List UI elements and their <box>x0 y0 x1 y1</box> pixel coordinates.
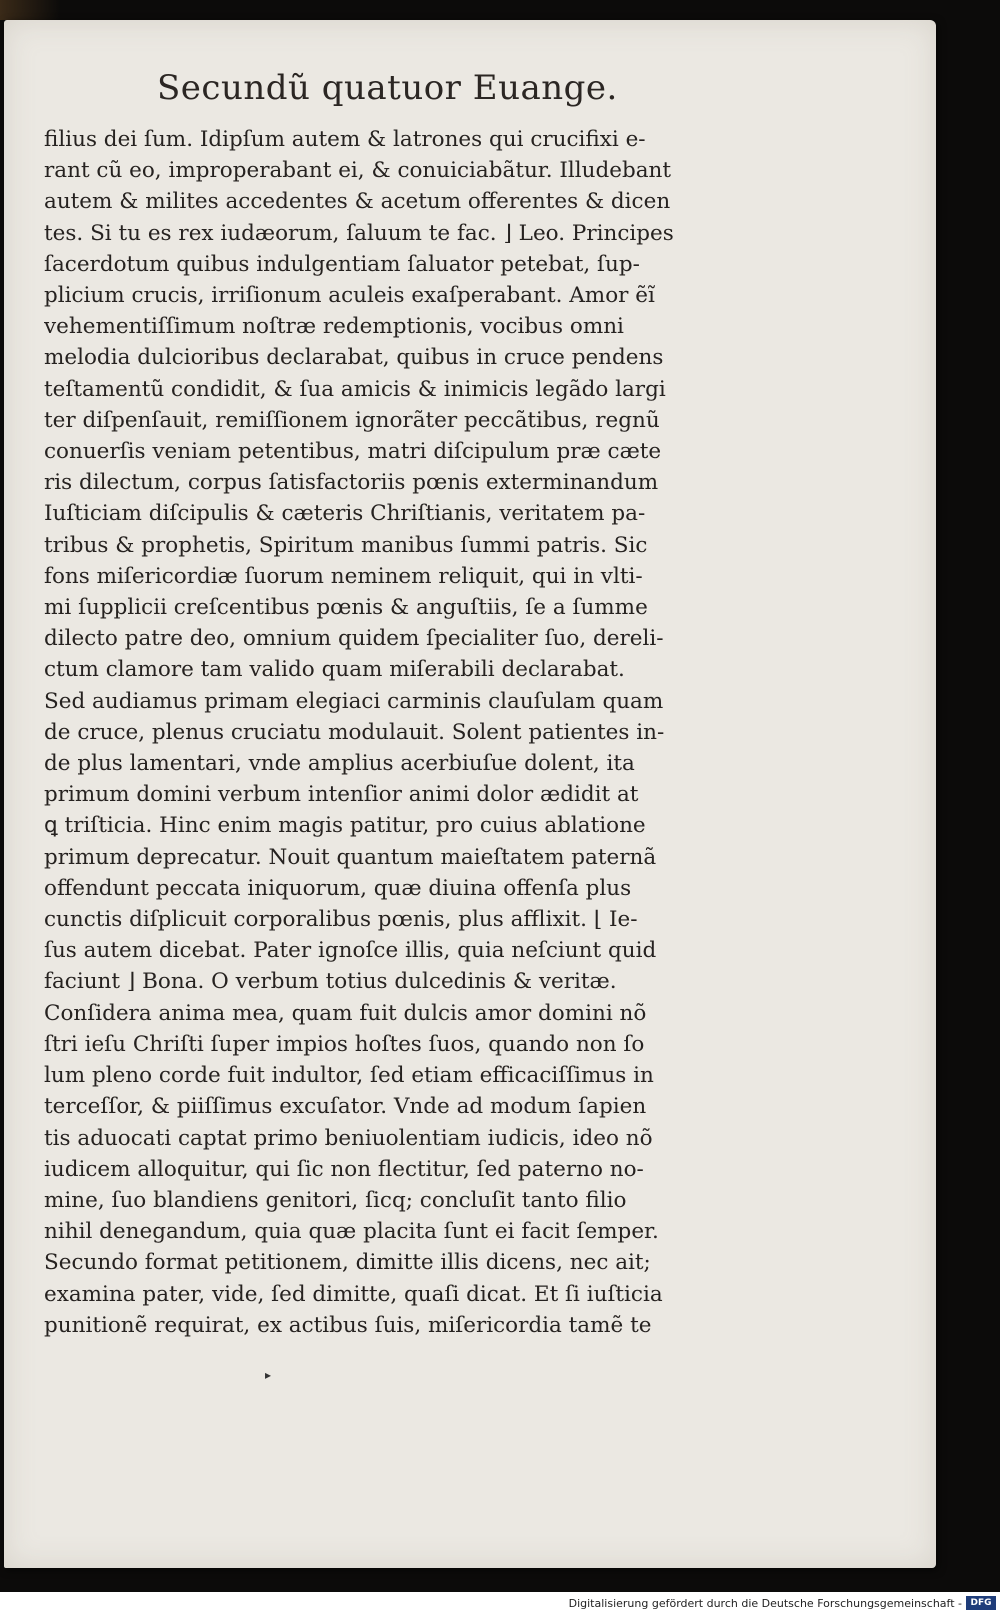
text-line: tis aduocati captat primo beniuolentiam iudicis, ideo nõ <box>44 1125 653 1151</box>
text-line: conuerſis veniam petentibus, matri diſcipulum præ cæte <box>44 439 662 465</box>
text-line: Secundo format petitionem, dimitte illis dicens, nec ait; <box>44 1250 651 1276</box>
text-line: ter diſpenſauit, remiſſionem ignorãter peccãtibus, regnũ <box>44 407 660 433</box>
text-line: ſus autem dicebat. Pater ignoſce illis, quia neſciunt quid <box>44 938 657 964</box>
text-line: de plus lamentari, vnde amplius acerbiuſue dolent, ita <box>44 751 635 777</box>
text-line: primum domini verbum intenſior animi dolor ædidit at <box>44 782 639 808</box>
text-line: vehementiſſimum noſtræ redemptionis, vocibus omni <box>44 314 624 340</box>
scan-top-edge <box>0 0 1000 20</box>
text-line: plicium crucis, irriſionum aculeis exaſperabant. Amor ẽĩ <box>44 283 655 309</box>
text-line: melodia dulcioribus declarabat, quibus in cruce pendens <box>44 345 664 371</box>
text-line: de cruce, plenus cruciatu modulauit. Solent patientes in- <box>44 719 665 745</box>
text-line: cunctis diſplicuit corporalibus pœnis, plus afflixit. ⌊ Ie- <box>44 907 638 933</box>
text-line: filius dei ſum. Idipſum autem & latrones qui crucifixi e- <box>44 127 646 152</box>
text-line: dilecto patre deo, omnium quidem ſpecialiter ſuo, dereli- <box>44 626 664 652</box>
text-line: Iuſticiam diſcipulis & cæteris Chriſtianis, veritatem pa- <box>44 501 646 527</box>
text-line: nihil denegandum, quia quæ placita ſunt ei facit ſemper. <box>44 1219 659 1245</box>
text-line: mi ſupplicii creſcentibus pœnis & anguſtiis, ſe a ſumme <box>44 595 648 621</box>
text-line: lum pleno corde fuit indultor, ſed etiam efficaciſſimus in <box>44 1063 654 1089</box>
text-line: examina pater, vide, ſed dimitte, quaſi dicat. Et ſi iuſticia <box>44 1281 663 1307</box>
text-line: Sed audiamus primam elegiaci carminis clauſulam quam <box>44 688 664 714</box>
text-line: ꝗ triſticia. Hinc enim magis patitur, pro cuius ablatione <box>44 813 646 839</box>
text-line: faciunt ⌋ Bona. O verbum totius dulcedinis & veritæ. <box>44 969 617 995</box>
running-header: Secundũ quatuor Euange. <box>157 68 618 108</box>
text-line: iudicem alloquitur, qui ſic non flectitur, ſed paterno no- <box>44 1156 644 1182</box>
text-line: fons miſericordiæ ſuorum neminem reliquit, qui in vlti- <box>44 563 643 589</box>
dfg-logo: DFG <box>966 1596 996 1610</box>
digitization-credit: Digitalisierung gefördert durch die Deutsche Forschungsgemeinschaft - <box>568 1597 962 1610</box>
page-body-text <box>44 124 764 1341</box>
text-line: teſtamentũ condidit, & ſua amicis & inimicis legãdo largi <box>44 376 666 402</box>
catchword-mark: ▸ <box>265 1368 272 1382</box>
text-line: terceſſor, & piiſſimus excuſator. Vnde ad modum ſapien <box>44 1094 647 1120</box>
text-line: primum deprecatur. Nouit quantum maieſtatem paternã <box>44 844 657 870</box>
text-line: offendunt peccata iniquorum, quæ diuina offenſa plus <box>44 875 632 901</box>
text-line: Conſidera anima mea, quam fuit dulcis amor domini nõ <box>44 1000 647 1026</box>
text-line: autem & milites accedentes & acetum offerentes & dicen <box>44 189 671 215</box>
text-line: punitionẽ requirat, ex actibus ſuis, miſericordia tamẽ te <box>44 1312 652 1338</box>
text-line: mine, ſuo blandiens genitori, ſicq; concluſit tanto filio <box>44 1187 627 1213</box>
text-line: ſtri ieſu Chriſti ſuper impios hoſtes ſuos, quando non ſo <box>44 1031 645 1057</box>
text-line: ſacerdotum quibus indulgentiam ſaluator petebat, ſup- <box>44 251 640 277</box>
text-line: tes. Si tu es rex iudæorum, ſaluum te fac. ⌋ Leo. Principes <box>44 220 674 246</box>
text-line: ris dilectum, corpus ſatisfactoriis pœnis exterminandum <box>44 470 659 496</box>
text-line: ctum clamore tam valido quam miſerabili declarabat. <box>44 657 625 683</box>
text-line: tribus & prophetis, Spiritum manibus ſummi patris. Sic <box>44 532 648 558</box>
text-line: rant cũ eo, improperabant ei, & conuiciabãtur. Illudebant <box>44 158 672 184</box>
